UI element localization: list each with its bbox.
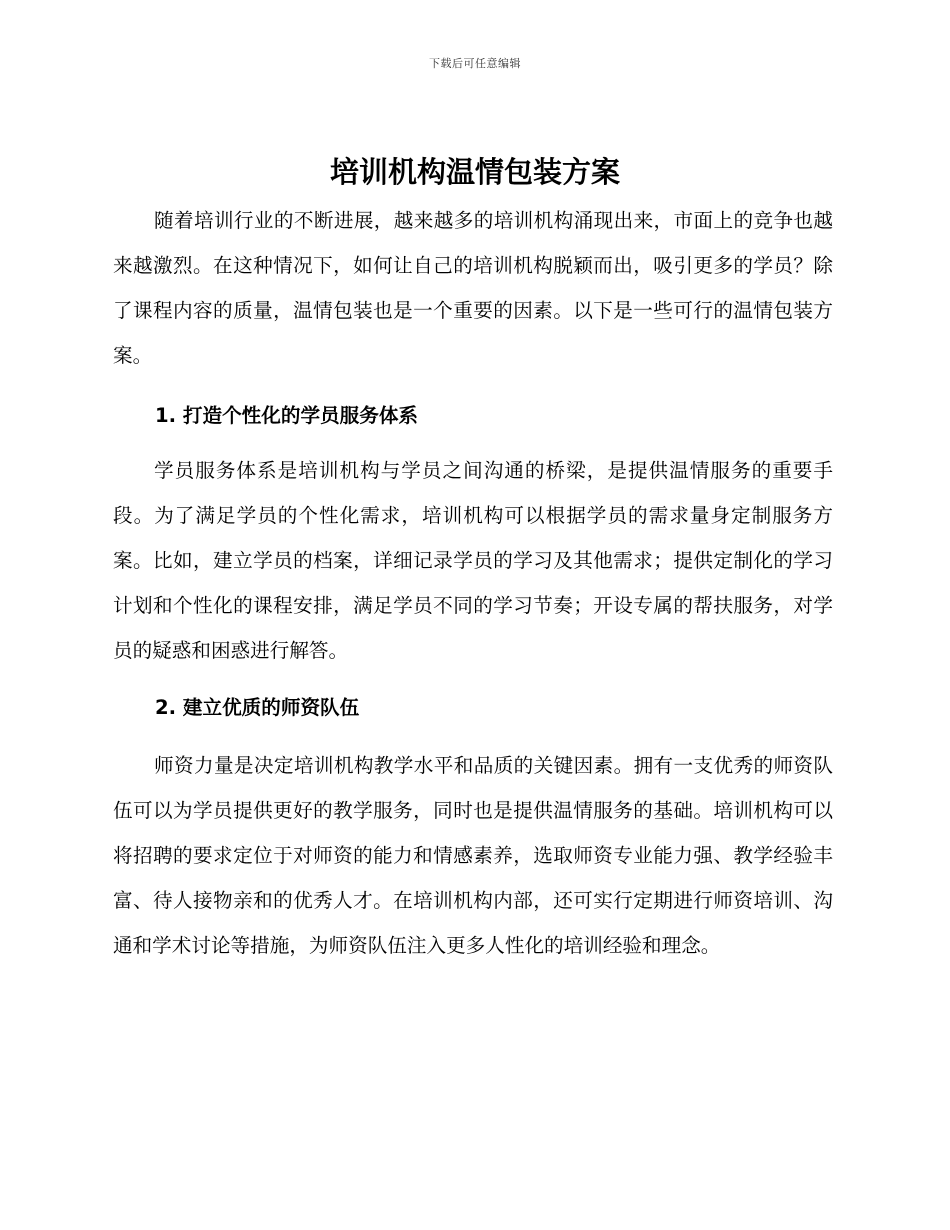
header-note: 下载后可任意编辑 [429, 57, 521, 70]
section-heading-1: 1. 打造个性化的学员服务体系 [155, 404, 419, 427]
document-title: 培训机构温情包装方案 [329, 155, 620, 189]
section-paragraph-2: 师资力量是决定培训机构教学水平和品质的关键因素。拥有一支优秀的师资队伍可以为学员提供更好的教学服务，同时也是提供温情服务的基础。培训机构可以将招聘的要求定位于对师资的能力和情感素养，选取师资专业能力强、教学经验丰富、待人接物亲和的优秀人才。在培训机构内部，还可实行定期进行师资培训、沟通和学术讨论等措施，为师资队伍注入更多人性化的培训经验和理念。 [113, 754, 833, 957]
section-paragraph-1: 学员服务体系是培训机构与学员之间沟通的桥梁，是提供温情服务的重要手段。为了满足学员的个性化需求，培训机构可以根据学员的需求量身定制服务方案。比如，建立学员的档案，详细记录学员的学习及其他需求；提供定制化的学习计划和个性化的课程安排，满足学员不同的学习节奏；开设专属的帮扶服务，对学员的疑惑和困惑进行解答。 [113, 459, 833, 662]
intro-paragraph: 随着培训行业的不断进展，越来越多的培训机构涌现出来，市面上的竞争也越来越激烈。在这种情况下，如何让自己的培训机构脱颖而出，吸引更多的学员？除了课程内容的质量，温情包装也是一个重要的因素。以下是一些可行的温情包装方案。 [113, 209, 833, 367]
section-heading-2: 2. 建立优质的师资队伍 [155, 696, 360, 719]
